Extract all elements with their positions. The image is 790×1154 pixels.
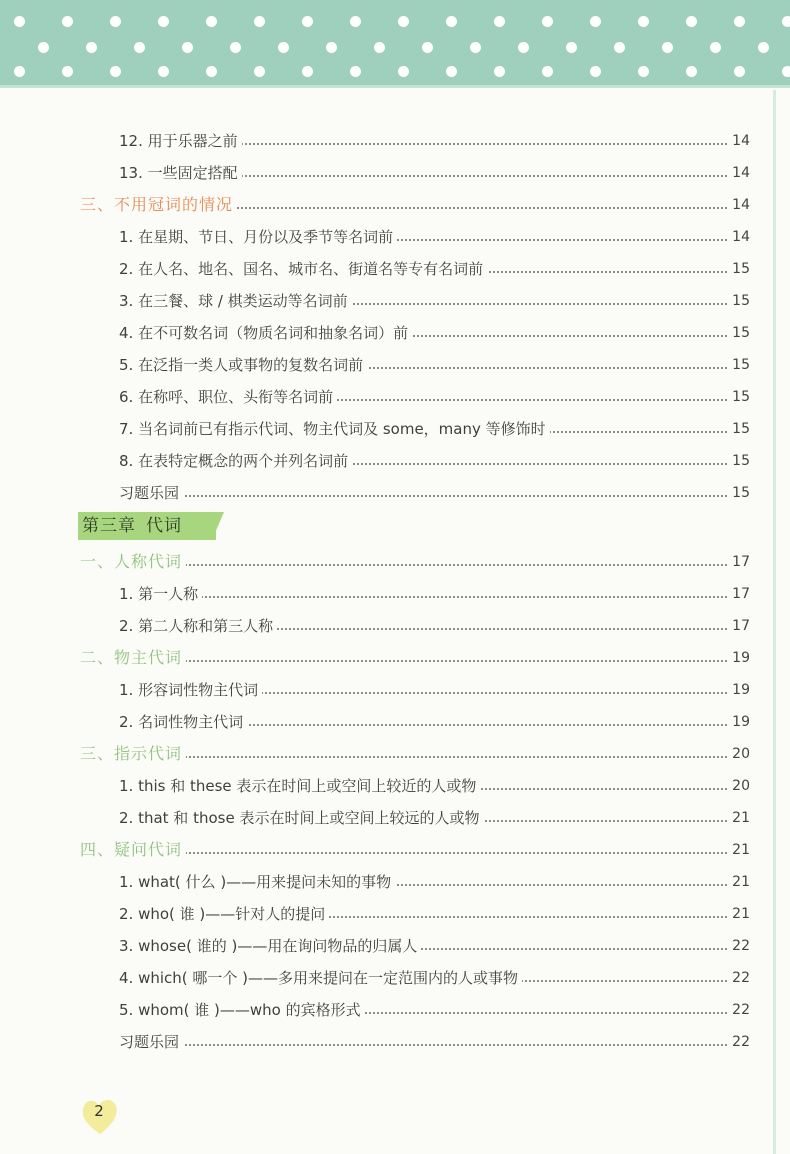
toc-entry-label: 6. 在称呼、职位、头衔等名词前 bbox=[119, 381, 337, 413]
toc-page-number: 22 bbox=[728, 1026, 750, 1058]
toc-row[interactable] bbox=[0, 994, 790, 1026]
toc-entry-label: 1. this 和 these 表示在时间上或空间上较近的人或物 bbox=[119, 770, 480, 802]
chapter-title bbox=[82, 512, 182, 540]
toc-page-number: 20 bbox=[728, 770, 750, 802]
toc-page-number: 15 bbox=[728, 445, 750, 477]
toc-section-label: 三、不用冠词的情况 bbox=[80, 189, 237, 221]
toc-page-number: 15 bbox=[728, 413, 750, 445]
toc-entry-label: 2. that 和 those 表示在时间上或空间上较远的人或物 bbox=[119, 802, 483, 834]
toc-row[interactable] bbox=[0, 445, 790, 477]
toc-row[interactable] bbox=[0, 706, 790, 738]
toc-page-number: 19 bbox=[728, 642, 750, 674]
toc-section-row[interactable] bbox=[0, 738, 790, 770]
toc-section-row[interactable] bbox=[0, 546, 790, 578]
dot-leader bbox=[90, 756, 734, 758]
toc-row[interactable] bbox=[0, 962, 790, 994]
toc-row[interactable] bbox=[0, 578, 790, 610]
toc-page-number: 15 bbox=[728, 381, 750, 413]
dot-leader bbox=[130, 1044, 734, 1046]
toc-entry-label: 3. 在三餐、球 / 棋类运动等名词前 bbox=[119, 285, 352, 317]
toc-page-number: 21 bbox=[728, 802, 750, 834]
toc-entry-label: 4. 在不可数名词（物质名词和抽象名词）前 bbox=[119, 317, 412, 349]
toc-section-label: 四、疑问代词 bbox=[80, 834, 186, 866]
toc-entry-label: 8. 在表特定概念的两个并列名词前 bbox=[119, 445, 352, 477]
toc-row[interactable] bbox=[0, 285, 790, 317]
toc-page-number: 19 bbox=[728, 674, 750, 706]
chapter-number: 第三章 bbox=[82, 516, 136, 536]
toc-page-number: 17 bbox=[728, 610, 750, 642]
toc-row[interactable] bbox=[0, 157, 790, 189]
toc-row[interactable] bbox=[0, 610, 790, 642]
toc-page-number: 22 bbox=[728, 994, 750, 1026]
toc-section-label: 一、人称代词 bbox=[80, 546, 186, 578]
toc-page-number: 20 bbox=[728, 738, 750, 770]
toc-row[interactable] bbox=[0, 930, 790, 962]
toc-row-exercise[interactable] bbox=[0, 477, 790, 509]
toc-entry-label: 5. whom( 谁 )——who 的宾格形式 bbox=[119, 994, 365, 1026]
toc-row[interactable] bbox=[0, 674, 790, 706]
toc-row[interactable] bbox=[0, 866, 790, 898]
toc-entry-label: 习题乐园 bbox=[119, 1026, 183, 1058]
toc-section-row[interactable] bbox=[0, 642, 790, 674]
dot-leader bbox=[130, 495, 734, 497]
toc-page-number: 14 bbox=[728, 125, 750, 157]
toc-row[interactable] bbox=[0, 381, 790, 413]
dot-leader bbox=[90, 564, 734, 566]
toc-row[interactable] bbox=[0, 770, 790, 802]
toc-row[interactable] bbox=[0, 253, 790, 285]
page-number-badge bbox=[80, 1094, 122, 1136]
toc-entry-label: 1. 在星期、节日、月份以及季节等名词前 bbox=[119, 221, 397, 253]
toc-entry-label: 2. 在人名、地名、国名、城市名、街道名等专有名词前 bbox=[119, 253, 487, 285]
toc-page-number: 22 bbox=[728, 962, 750, 994]
toc-row[interactable] bbox=[0, 349, 790, 381]
toc-entry-label: 1. 第一人称 bbox=[119, 578, 202, 610]
toc-page-number: 22 bbox=[728, 930, 750, 962]
page-number: 2 bbox=[94, 1102, 104, 1120]
toc-entry-label: 3. whose( 谁的 )——用在询问物品的归属人 bbox=[119, 930, 421, 962]
chapter-name: 代词 bbox=[146, 516, 182, 536]
toc-entry-label: 7. 当名词前已有指示代词、物主代词及 some，many 等修饰时 bbox=[119, 413, 550, 445]
toc-row[interactable] bbox=[0, 317, 790, 349]
toc-entry-label: 1. 形容词性物主代词 bbox=[119, 674, 262, 706]
toc-section-row[interactable] bbox=[0, 834, 790, 866]
toc-section-row[interactable] bbox=[0, 189, 790, 221]
toc-page-number: 21 bbox=[728, 834, 750, 866]
toc-entry-label: 2. who( 谁 )——针对人的提问 bbox=[119, 898, 329, 930]
toc-row[interactable] bbox=[0, 802, 790, 834]
toc-page-number: 15 bbox=[728, 253, 750, 285]
toc-page-number: 21 bbox=[728, 898, 750, 930]
toc-page-number: 15 bbox=[728, 317, 750, 349]
toc-entry-label: 4. which( 哪一个 )——多用来提问在一定范围内的人或事物 bbox=[119, 962, 522, 994]
toc-page-number: 14 bbox=[728, 221, 750, 253]
dot-leader bbox=[90, 660, 734, 662]
toc-entry-label: 5. 在泛指一类人或事物的复数名词前 bbox=[119, 349, 367, 381]
dot-leader bbox=[90, 852, 734, 854]
toc-page-number: 17 bbox=[728, 578, 750, 610]
toc-page-number: 15 bbox=[728, 285, 750, 317]
toc-row[interactable] bbox=[0, 221, 790, 253]
toc-entry-label: 13. 一些固定搭配 bbox=[119, 157, 242, 189]
toc-page-number: 14 bbox=[728, 157, 750, 189]
toc-page-number: 17 bbox=[728, 546, 750, 578]
toc-row[interactable] bbox=[0, 125, 790, 157]
toc-page-number: 14 bbox=[728, 189, 750, 221]
toc-entry-label: 12. 用于乐器之前 bbox=[119, 125, 242, 157]
toc-section-label: 二、物主代词 bbox=[80, 642, 186, 674]
toc-page-number: 15 bbox=[728, 349, 750, 381]
toc-section-label: 三、指示代词 bbox=[80, 738, 186, 770]
toc-row[interactable] bbox=[0, 413, 790, 445]
chapter-heading[interactable] bbox=[78, 512, 228, 542]
toc-row[interactable] bbox=[0, 898, 790, 930]
chapter-tab-tip bbox=[212, 512, 224, 540]
toc-row-exercise[interactable] bbox=[0, 1026, 790, 1058]
toc-entry-label: 2. 第二人称和第三人称 bbox=[119, 610, 277, 642]
toc-page-number: 21 bbox=[728, 866, 750, 898]
toc-page-number: 15 bbox=[728, 477, 750, 509]
toc-entry-label: 习题乐园 bbox=[119, 477, 183, 509]
toc-page-number: 19 bbox=[728, 706, 750, 738]
dot-leader bbox=[130, 596, 734, 598]
toc-entry-label: 1. what( 什么 )——用来提问未知的事物 bbox=[119, 866, 395, 898]
toc-entry-label: 2. 名词性物主代词 bbox=[119, 706, 247, 738]
